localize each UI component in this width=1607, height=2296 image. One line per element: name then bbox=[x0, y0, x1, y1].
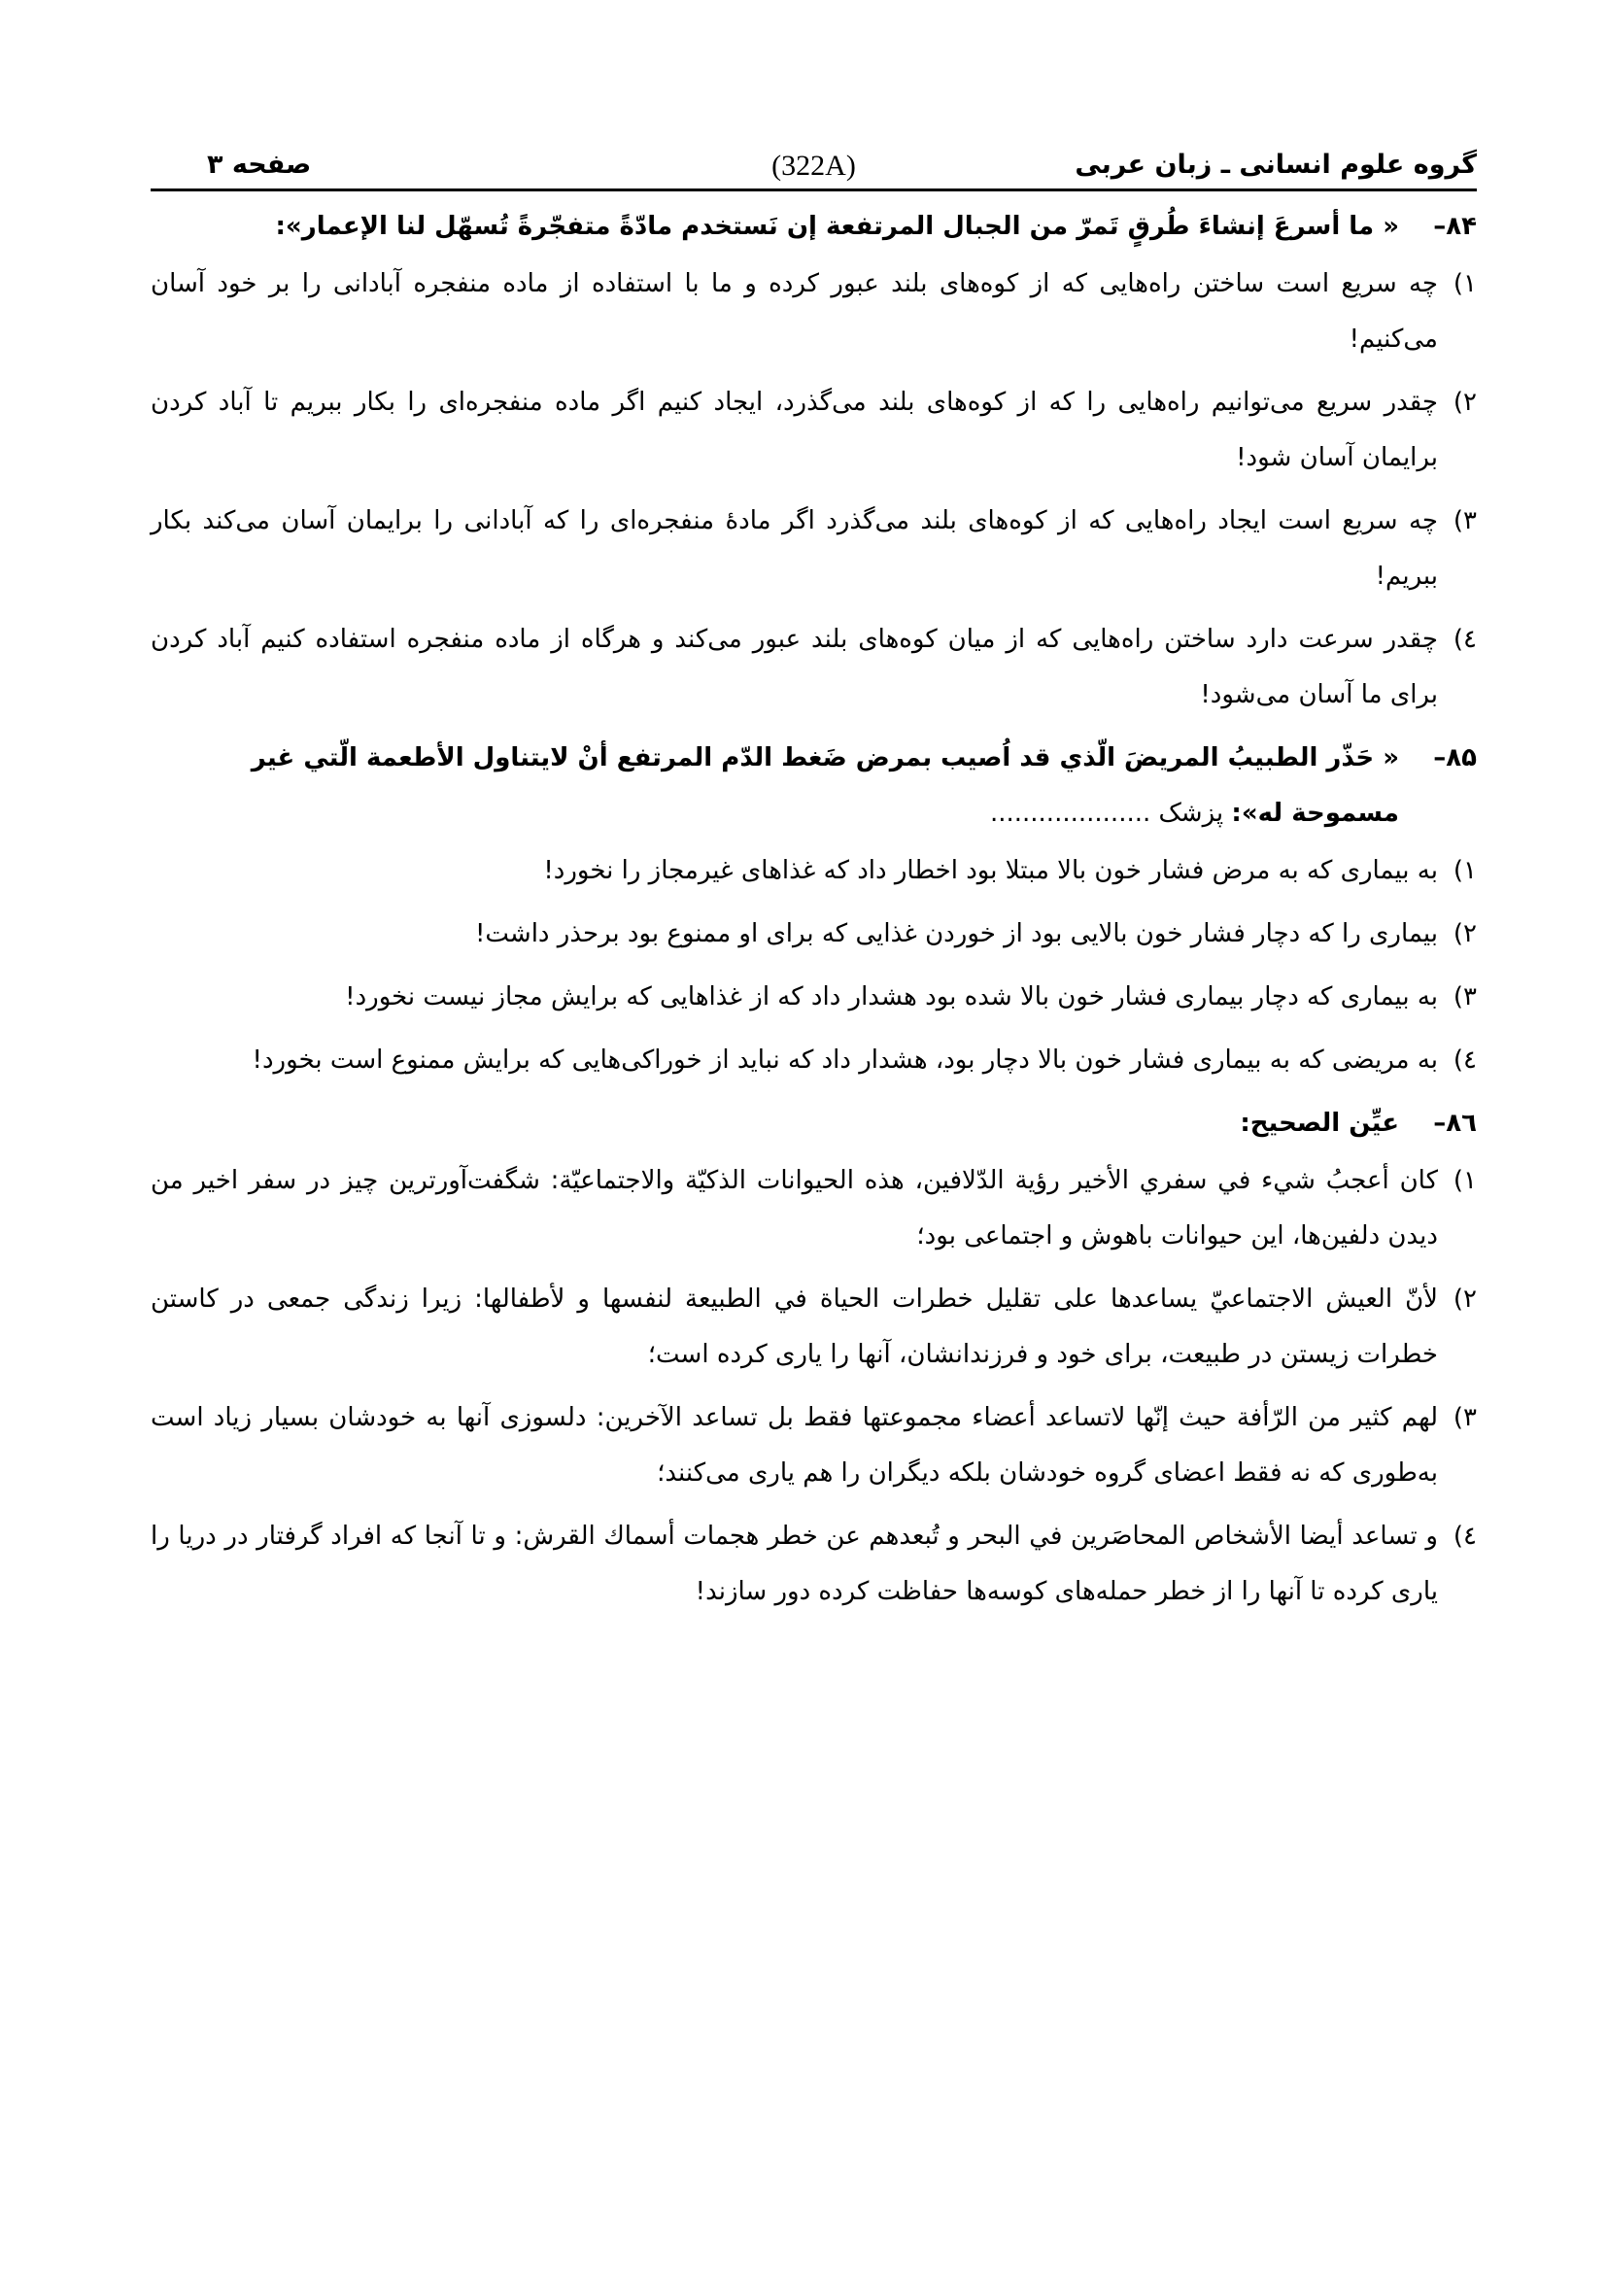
question-stem bbox=[151, 731, 1477, 841]
question-86 bbox=[151, 1096, 1477, 1620]
option-number: ۲) bbox=[1453, 388, 1477, 417]
option-3[interactable] bbox=[151, 970, 1477, 1025]
question-number: ۸۴– bbox=[1433, 212, 1477, 241]
question-stem bbox=[151, 1096, 1477, 1151]
option-number: ۱) bbox=[1453, 269, 1477, 298]
question-number: ۸٦– bbox=[1433, 1109, 1477, 1138]
question-stem bbox=[151, 199, 1477, 255]
header-page-number: صفحه ۳ bbox=[207, 150, 312, 180]
option-3[interactable] bbox=[151, 1390, 1477, 1501]
option-number: ۳) bbox=[1453, 506, 1477, 535]
page-header bbox=[151, 146, 1477, 191]
option-number: ۱) bbox=[1453, 1166, 1477, 1195]
option-number: ۱) bbox=[1453, 856, 1477, 885]
option-list bbox=[151, 257, 1477, 723]
option-list bbox=[151, 843, 1477, 1088]
option-text: چه سریع است ساختن راه‌هایی که از کوه‌های بلند عبور کرده و ما با استفاده از ماده منفجره آبادانی را بر خود آسان می‌کنیم! bbox=[151, 269, 1438, 354]
option-text: بیماری را که دچار فشار خون بالایی بود از خوردن غذایی که برای او ممنوع بود برحذر داشت! bbox=[474, 919, 1438, 948]
option-3[interactable] bbox=[151, 494, 1477, 604]
option-number: ٤) bbox=[1453, 1522, 1477, 1551]
option-2[interactable] bbox=[151, 1272, 1477, 1383]
header-exam-code: (322A) bbox=[771, 150, 856, 182]
option-number: ۲) bbox=[1453, 919, 1477, 948]
option-4[interactable] bbox=[151, 1033, 1477, 1088]
option-1[interactable] bbox=[151, 1153, 1477, 1264]
header-course-title: گروه علوم انسانی ـ زبان عربی bbox=[1075, 150, 1477, 180]
option-text: لهم کثیر من الرّأفة حیث إنّها لاتساعد أعضاء مجموعتها فقط بل تساعد الآخرین: دلسوزی آنها به خودشان بسیار زیاد است به‌طوری که نه فقط اعضای گروه خودشان بلکه دیگران را هم یاری می‌کنند؛ bbox=[151, 1403, 1438, 1488]
option-text: لأنّ العیش الاجتماعيّ یساعدها علی تقلیل خطرات الحیاة في الطبیعة لنفسها و لأطفالها: زیرا زندگی جمعی در کاستن خطرات زیستن در طبیعت، برای خود و فرزندانشان، آنها را یاری کرده است؛ bbox=[151, 1285, 1438, 1369]
option-text: چقدر سریع می‌توانیم راه‌هایی را که از کوه‌های بلند می‌گذرد، ایجاد کنیم اگر ماده منفجره‌ای را بکار ببریم تا آباد کردن برایمان آسان شود! bbox=[151, 388, 1438, 472]
option-number: ٤) bbox=[1453, 1045, 1477, 1075]
option-list bbox=[151, 1153, 1477, 1620]
option-text: چه سریع است ایجاد راه‌هایی که از کوه‌های بلند می‌گذرد اگر مادهٔ منفجره‌ای را که آبادانی را برایمان آسان می‌کند بکار ببریم! bbox=[151, 506, 1438, 591]
option-1[interactable] bbox=[151, 843, 1477, 899]
question-85 bbox=[151, 731, 1477, 1088]
question-84 bbox=[151, 199, 1477, 723]
option-number: ٤) bbox=[1453, 625, 1477, 654]
option-number: ۲) bbox=[1453, 1285, 1477, 1314]
option-number: ۳) bbox=[1453, 1403, 1477, 1432]
option-2[interactable] bbox=[151, 375, 1477, 486]
exam-page bbox=[151, 146, 1477, 1620]
question-text: عیِّن الصحیح: bbox=[1240, 1109, 1399, 1138]
option-number: ۳) bbox=[1453, 982, 1477, 1011]
question-text: « ما أسرعَ إنشاءَ طُرقٍ تَمرّ من الجبال المرتفعة إن نَستخدم مادّةً متفجّرةً تُسهّل لنا الإعمار»: bbox=[275, 212, 1399, 241]
option-text: چقدر سرعت دارد ساختن راه‌هایی که از میان کوه‌های بلند عبور می‌کند و هرگاه از ماده منفجره استفاده کنیم آباد کردن برای ما آسان می‌شود! bbox=[151, 625, 1438, 709]
option-2[interactable] bbox=[151, 907, 1477, 962]
option-text: به مریضی که به بیماری فشار خون بالا دچار بود، هشدار داد که نباید از خوراکی‌هایی که برایش ممنوع است بخورد! bbox=[252, 1045, 1438, 1075]
question-text: « حَذّر الطبیبُ المریضَ الّذي قد اُصیب بمرض ضَغط الدّم المرتفع أنْ لایتناول الأطعمة الّتي غیر مسموحة له»: bbox=[251, 743, 1399, 828]
option-1[interactable] bbox=[151, 257, 1477, 367]
option-text: کان أعجبُ شيء في سفري الأخیر رؤیة الدّلافین، هذه الحیوانات الذکیّة والاجتماعیّة: شگفت‌آورترین چیز در سفر اخیر من دیدن دلفین‌ها، این حیوانات باهوش و اجتماعی بود؛ bbox=[151, 1166, 1438, 1251]
question-number: ۸۵– bbox=[1433, 743, 1477, 772]
option-text: به بیماری که به مرض فشار خون بالا مبتلا بود اخطار داد که غذاهای غیرمجاز را نخورد! bbox=[543, 856, 1438, 885]
option-4[interactable] bbox=[151, 612, 1477, 723]
option-4[interactable] bbox=[151, 1509, 1477, 1620]
option-text: به بیماری که دچار بیماری فشار خون بالا شده بود هشدار داد که از غذاهایی که برایش مجاز نیست نخورد! bbox=[345, 982, 1438, 1011]
option-text: و تساعد أیضا الأشخاص المحاصَرین في البحر و تُبعدهم عن خطر هجمات أسماك القرش: و تا آنجا که افراد گرفتار در دریا را یاری کرده تا آنها را از خطر حمله‌های کوسه‌ها حفاظت کرده دور سازند! bbox=[151, 1522, 1438, 1606]
question-blank: پزشک .................... bbox=[989, 799, 1224, 828]
